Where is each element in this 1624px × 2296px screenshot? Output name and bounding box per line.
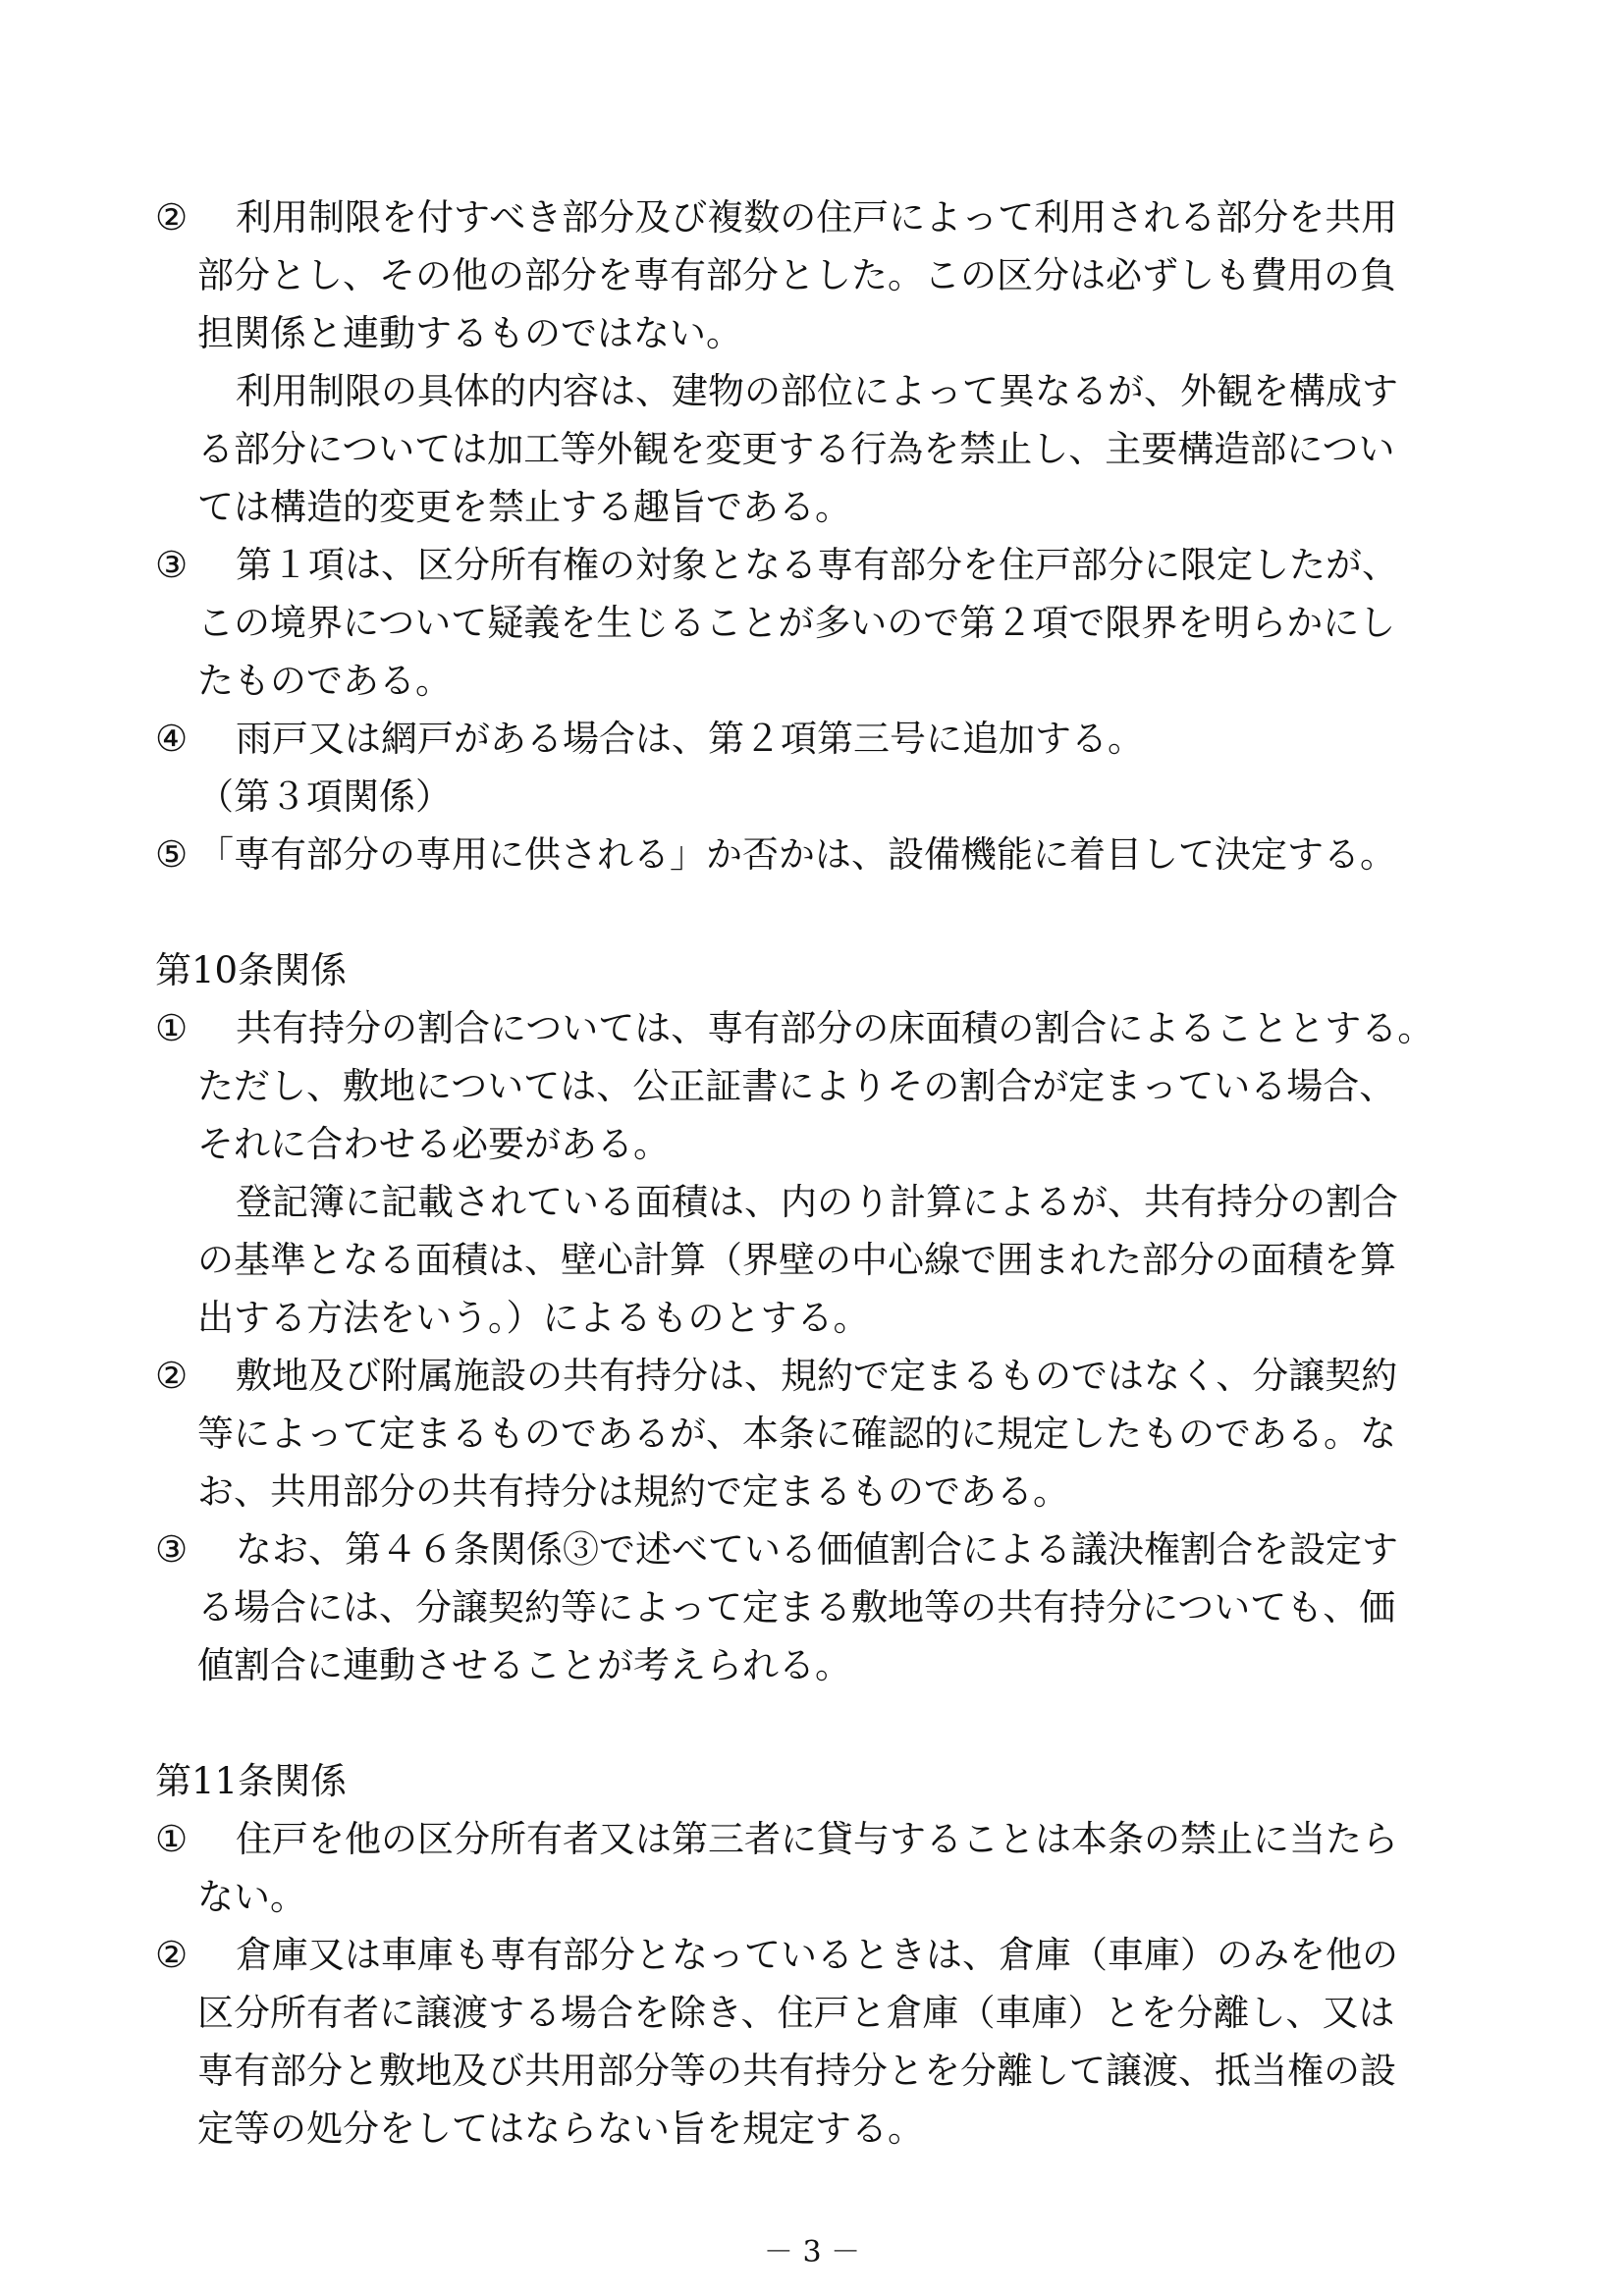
item-marker: ①	[155, 1818, 189, 1860]
text-line: 部分とし、その他の部分を専有部分とした。この区分は必ずしも費用の負	[197, 254, 1396, 296]
text-line: 値割合に連動させることが考えられる。	[197, 1644, 851, 1686]
text-line: この境界について疑義を生じることが多いので第２項で限界を明らかにし	[197, 602, 1396, 644]
text-line: 利用制限の具体的内容は、建物の部位によって異なるが、外観を構成す	[236, 370, 1398, 412]
text-line: 雨戸又は網戸がある場合は、第２項第三号に追加する。	[236, 718, 1144, 760]
text-line: 「専有部分の専用に供される」か否かは、設備機能に着目して決定する。	[197, 833, 1396, 876]
text-line: それに合わせる必要がある。	[197, 1123, 670, 1165]
text-line: たものである。	[197, 660, 452, 702]
text-line: 担関係と連動するものではない。	[197, 312, 742, 354]
text-line: ただし、敷地については、公正証書によりその割合が定まっている場合、	[197, 1065, 1396, 1107]
text-line: 区分所有者に譲渡する場合を除き、住戸と倉庫（車庫）とを分離し、又は	[197, 1992, 1395, 2034]
text-line: 専有部分と敷地及び共用部分等の共有持分とを分離して譲渡、抵当権の設	[197, 2050, 1396, 2092]
text-line: 敷地及び附属施設の共有持分は、規約で定まるものではなく、分譲契約	[236, 1355, 1398, 1397]
section-heading: 第11条関係	[155, 1760, 348, 1802]
text-line: 倉庫又は車庫も専有部分となっているときは、倉庫（車庫）のみを他の	[236, 1934, 1398, 1976]
text-line: 第１項は、区分所有権の対象となる専有部分を住戸部分に限定したが、	[236, 544, 1398, 586]
item-marker: ③	[155, 544, 189, 586]
text-line: 利用制限を付すべき部分及び複数の住戸によって利用される部分を共用	[236, 196, 1398, 239]
page-number: － 3 －	[763, 2235, 861, 2269]
text-line: お、共用部分の共有持分は規約で定まるものである。	[197, 1470, 1069, 1513]
item-marker: ④	[155, 718, 189, 760]
section-heading: 第10条関係	[155, 949, 348, 991]
text-line: 登記簿に記載されている面積は、内のり計算によるが、共有持分の割合	[236, 1181, 1398, 1223]
text-line: 共有持分の割合については、専有部分の床面積の割合によることとする。	[236, 1007, 1435, 1049]
text-line: 等によって定まるものであるが、本条に確認的に規定したものである。な	[197, 1413, 1396, 1455]
item-marker: ②	[155, 196, 189, 239]
text-line: る場合には、分譲契約等によって定まる敷地等の共有持分についても、価	[197, 1586, 1396, 1629]
text-line: 定等の処分をしてはならない旨を規定する。	[197, 2108, 924, 2150]
text-line: ては構造的変更を禁止する趣旨である。	[197, 486, 851, 528]
item-marker: ①	[155, 1007, 189, 1049]
text-line: なお、第４６条関係③で述べている価値割合による議決権割合を設定す	[236, 1528, 1398, 1571]
text-line: の基準となる面積は、壁心計算（界壁の中心線で囲まれた部分の面積を算	[197, 1239, 1396, 1281]
text-line: 住戸を他の区分所有者又は第三者に貸与することは本条の禁止に当たら	[236, 1818, 1398, 1860]
item-marker: ⑤	[155, 833, 189, 876]
item-marker: ③	[155, 1528, 189, 1571]
item-marker: ②	[155, 1934, 189, 1976]
item-marker: ②	[155, 1355, 189, 1397]
text-line: 出する方法をいう。）によるものとする。	[197, 1297, 870, 1339]
text-line: （第３項関係）	[197, 775, 452, 818]
text-line: る部分については加工等外観を変更する行為を禁止し、主要構造部につい	[197, 428, 1395, 470]
text-line: ない。	[197, 1876, 306, 1918]
